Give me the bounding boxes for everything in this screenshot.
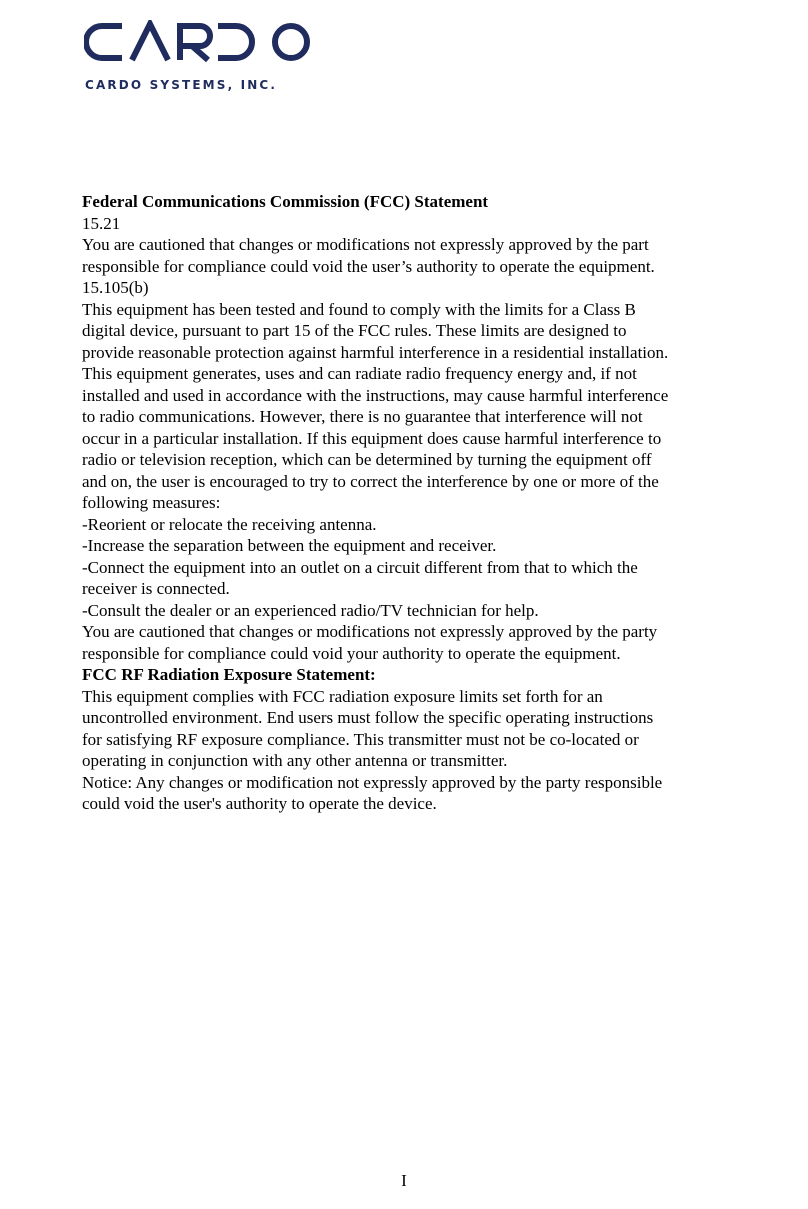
body-text-line: installed and used in accordance with the instructions, may cause harmful interference: [82, 385, 669, 405]
body-text-line: You are cautioned that changes or modifications not expressly approved by the party: [82, 622, 658, 641]
section-heading: Federal Communications Commission (FCC) Statement: [82, 192, 489, 211]
body-text-line: -Connect the equipment into an outlet on a circuit different from that to which the: [82, 557, 638, 577]
body-text-line: receiver is connected.: [82, 579, 230, 598]
body-text-line: radio or television reception, which can be determined by turning the equipment off: [82, 450, 652, 469]
body-text-line: -Increase the separation between the equipment and receiver.: [82, 536, 497, 555]
body-text-line: 15.21: [82, 213, 121, 233]
body-text-line: provide reasonable protection against harmful interference in a residential installation.: [82, 342, 669, 362]
body-text-line: uncontrolled environment. End users must follow the specific operating instructions: [82, 708, 654, 727]
company-logo: [84, 20, 324, 98]
body-text-line: This equipment generates, uses and can radiate radio frequency energy and, if not: [82, 364, 637, 383]
body-text-line: This equipment complies with FCC radiation exposure limits set forth for an: [82, 686, 603, 706]
body-text-line: to radio communications. However, there is no guarantee that interference will not: [82, 407, 643, 426]
body-text-line: -Reorient or relocate the receiving antenna.: [82, 514, 377, 534]
section-heading: FCC RF Radiation Exposure Statement:: [82, 665, 376, 684]
body-text-line: You are cautioned that changes or modifications not expressly approved by the part: [82, 235, 649, 254]
company-name: CARDO SYSTEMS, INC.: [85, 78, 278, 92]
body-text-line: for satisfying RF exposure compliance. This transmitter must not be co-located or: [82, 729, 639, 749]
body-text-line: occur in a particular installation. If this equipment does cause harmful interference to: [82, 428, 662, 448]
body-text-line: digital device, pursuant to part 15 of the FCC rules. These limits are designed to: [82, 321, 627, 340]
body-text-line: operating in conjunction with any other antenna or transmitter.: [82, 751, 508, 770]
body-text-line: responsible for compliance could void the user’s authority to operate the equipment.: [82, 256, 655, 276]
body-text-line: This equipment has been tested and found to comply with the limits for a Class B: [82, 299, 636, 319]
body-text-line: responsible for compliance could void your authority to operate the equipment.: [82, 643, 621, 663]
body-text-line: could void the user's authority to operate the device.: [82, 794, 437, 813]
body-text-line: Notice: Any changes or modification not expressly approved by the party responsible: [82, 772, 663, 792]
cardo-wordmark-logo: [84, 20, 316, 64]
body-text-line: -Consult the dealer or an experienced radio/TV technician for help.: [82, 600, 539, 620]
page-number: I: [401, 1171, 407, 1190]
body-text-line: and on, the user is encouraged to try to correct the interference by one or more of the: [82, 471, 659, 491]
fcc-statement-body: [82, 191, 732, 815]
body-text-line: following measures:: [82, 493, 221, 512]
body-text-line: 15.105(b): [82, 278, 149, 297]
